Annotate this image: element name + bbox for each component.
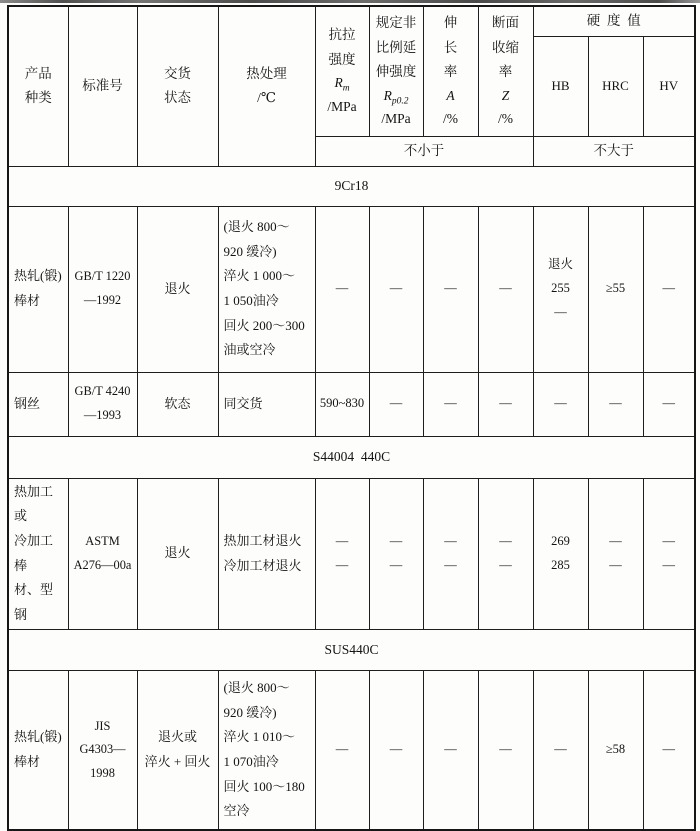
cell-tensile: —	[315, 206, 369, 372]
header-product-type: 产品 种类	[8, 6, 68, 166]
cell-tensile: 590~830	[315, 372, 369, 436]
cell-tensile: — —	[315, 478, 369, 629]
cell-delivery-state: 退火	[137, 206, 218, 372]
cell-hb: 269 285	[533, 478, 588, 629]
cell-tensile: —	[315, 670, 369, 830]
header-hrc: HRC	[588, 36, 643, 136]
cell-hv: —	[643, 206, 695, 372]
cell-hv: — —	[643, 478, 695, 629]
header-reduction-label: 断面 收缩 率	[492, 15, 519, 80]
cell-proof: —	[369, 670, 423, 830]
section-row-sus440c	[8, 629, 695, 670]
grade-designation-s44004: S44004 440C	[8, 436, 695, 478]
cell-standard-no: ASTM A276—00a	[68, 478, 137, 629]
scanned-page	[7, 5, 696, 831]
cell-hb: —	[533, 372, 588, 436]
header-elongation	[423, 6, 478, 136]
grade-designation-9cr18: 9Cr18	[8, 166, 695, 206]
cell-elongation: — —	[423, 478, 478, 629]
header-hardness-group: 硬 度 值	[533, 6, 695, 36]
header-tensile-unit: /MPa	[327, 98, 357, 114]
cell-heat-treatment: 热加工材退火 冷加工材退火	[218, 478, 315, 629]
cell-product-type: 热加工或 冷加工棒 材、型钢	[8, 478, 68, 629]
cell-elongation: —	[423, 372, 478, 436]
header-hv: HV	[643, 36, 695, 136]
section-row-s44004	[8, 436, 695, 478]
cell-hrc: —	[588, 372, 643, 436]
header-heat-treatment: 热处理 /℃	[218, 6, 315, 166]
header-tensile-strength	[315, 6, 369, 136]
header-row-top	[8, 6, 695, 36]
cell-standard-no: GB/T 1220 —1992	[68, 206, 137, 372]
header-proof-unit: /MPa	[381, 110, 411, 126]
cell-reduction: —	[478, 372, 533, 436]
cell-product-type: 热轧(锻) 棒材	[8, 670, 68, 830]
header-proof-label: 规定非 比例延 伸强度	[375, 15, 417, 80]
steel-mechanical-properties-table	[7, 5, 696, 831]
section-row-9cr18	[8, 166, 695, 206]
cell-reduction: —	[478, 670, 533, 830]
cell-hv: —	[643, 372, 695, 436]
header-elongation-symbol: A	[446, 87, 455, 103]
cell-heat-treatment: 同交货	[218, 372, 315, 436]
cell-delivery-state: 退火	[137, 478, 218, 629]
cell-hb: —	[533, 670, 588, 830]
cell-reduction: — —	[478, 478, 533, 629]
cell-delivery-state: 退火或 淬火 + 回火	[137, 670, 218, 830]
data-row-astm-a276	[8, 478, 695, 629]
cell-hb: 退火 255 —	[533, 206, 588, 372]
data-row-gbt4240	[8, 372, 695, 436]
header-proof-strength	[369, 6, 423, 136]
cell-hrc: ≥58	[588, 670, 643, 830]
data-row-gbt1220	[8, 206, 695, 372]
cell-elongation: —	[423, 670, 478, 830]
header-hb: HB	[533, 36, 588, 136]
cell-standard-no: JIS G4303—1998	[68, 670, 137, 830]
header-tensile-symbol: $R_m$	[334, 75, 350, 95]
cell-proof: —	[369, 206, 423, 372]
header-proof-symbol: $R_{p0.2}$	[383, 87, 409, 107]
header-delivery-state: 交货 状态	[137, 6, 218, 166]
cell-reduction: —	[478, 206, 533, 372]
scan-artifact-top	[0, 0, 700, 3]
cell-proof: — —	[369, 478, 423, 629]
cell-proof: —	[369, 372, 423, 436]
header-standard-no: 标准号	[68, 6, 137, 166]
cell-hv: —	[643, 670, 695, 830]
cell-delivery-state: 软态	[137, 372, 218, 436]
cell-hrc: — —	[588, 478, 643, 629]
header-reduction-symbol: Z	[501, 87, 510, 103]
cell-heat-treatment: (退火 800～ 920 缓冷) 淬火 1 010～ 1 070油冷 回火 100～180 空冷	[218, 670, 315, 830]
header-not-greater-than: 不大于	[533, 136, 695, 166]
cell-elongation: —	[423, 206, 478, 372]
header-tensile-label: 抗拉 强度	[328, 27, 356, 67]
cell-hrc: ≥55	[588, 206, 643, 372]
cell-standard-no: GB/T 4240 —1993	[68, 372, 137, 436]
header-elongation-unit: /%	[443, 110, 458, 126]
data-row-jis-g4303	[8, 670, 695, 830]
cell-heat-treatment: (退火 800～ 920 缓冷) 淬火 1 000～ 1 050油冷 回火 200～300 油或空冷	[218, 206, 315, 372]
cell-product-type: 钢丝	[8, 372, 68, 436]
header-not-less-than: 不小于	[315, 136, 533, 166]
cell-product-type: 热轧(锻) 棒材	[8, 206, 68, 372]
grade-designation-sus440c: SUS440C	[8, 629, 695, 670]
header-elongation-label: 伸 长 率	[443, 15, 458, 80]
header-reduction-unit: /%	[498, 110, 513, 126]
header-reduction-of-area	[478, 6, 533, 136]
